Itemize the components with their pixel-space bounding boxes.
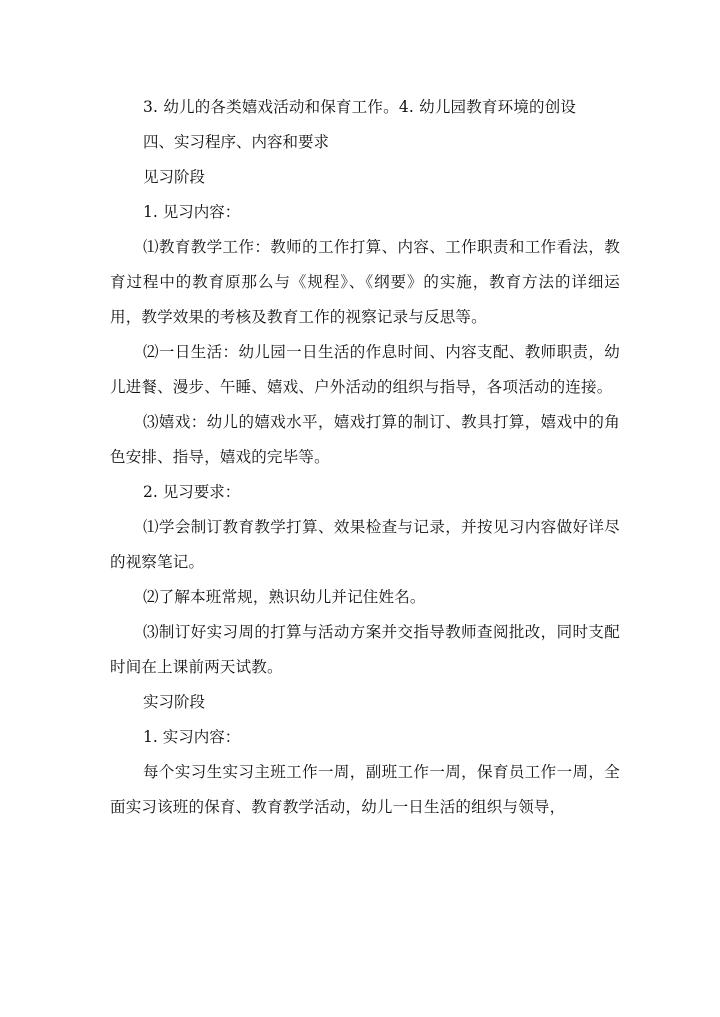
paragraph-requirement-2: ⑵了解本班常规，熟识幼儿并记住姓名。 [143, 588, 426, 606]
paragraph-requirement-3: ⑶制订好实习周的打算与活动方案并交指导教师查阅批改，同时支配时间在上课前两天试教。 [110, 623, 620, 676]
paragraph-section-3-4: 3. 幼儿的各类嬉戏活动和保育工作。4. 幼儿园教育环境的创设 [143, 98, 577, 116]
heading-practice-content: 1. 实习内容： [143, 728, 241, 746]
document-body [110, 90, 620, 825]
paragraph-requirement-1: ⑴学会制订教育教学打算、效果检查与记录，并按见习内容做好详尽的视察笔记。 [110, 518, 620, 571]
heading-practice-stage: 实习阶段 [143, 693, 206, 711]
heading-observation-content: 1. 见习内容： [143, 203, 241, 221]
heading-observation-requirements: 2. 见习要求： [143, 483, 241, 501]
heading-observation-stage: 见习阶段 [143, 168, 206, 186]
paragraph-daily-life: ⑵一日生活：幼儿园一日生活的作息时间、内容支配、教师职责，幼儿进餐、漫步、午睡、嬉戏、户外活动的组织与指导，各项活动的连接。 [110, 343, 620, 396]
heading-internship-procedure: 四、实习程序、内容和要求 [143, 133, 330, 151]
paragraph-games: ⑶嬉戏：幼儿的嬉戏水平，嬉戏打算的制订、教具打算，嬉戏中的角色安排、指导，嬉戏的完毕等。 [110, 413, 620, 466]
paragraph-teaching-work: ⑴教育教学工作：教师的工作打算、内容、工作职责和工作看法，教育过程中的教育原那么与《规程》、《纲要》的实施，教育方法的详细运用，教学效果的考核及教育工作的视察记录与反思等。 [110, 238, 620, 326]
paragraph-practice-details: 每个实习生实习主班工作一周，副班工作一周，保育员工作一周，全面实习该班的保育、教育教学活动，幼儿一日生活的组织与领导， [110, 763, 620, 816]
